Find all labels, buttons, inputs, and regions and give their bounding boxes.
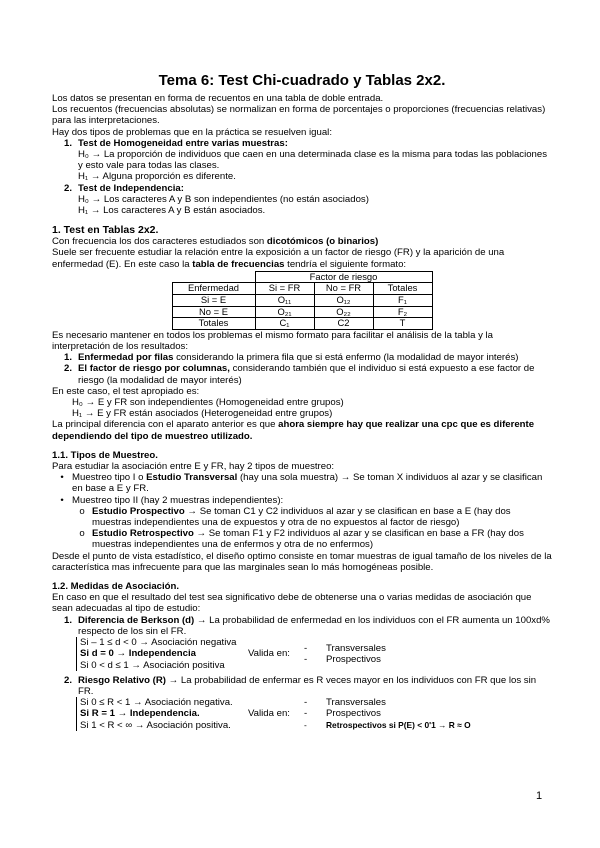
bullet-icon: • (60, 494, 64, 506)
paragraph: La principal diferencia con el aparato anterior es que ahora siempre hay que realizar una cpc que es diferente dependiendo del tipo de muestreo utilizado. (52, 419, 535, 442)
circle-bullet-icon: o (79, 505, 85, 517)
table-row: Si = E O₁₁ O₁₂ F₁ (172, 295, 432, 307)
paragraph: Para estudiar la asociación entre E y FR, hay 2 tipos de muestreo: (52, 461, 335, 473)
intro-line: Los recuentos (frecuencias absolutas) se normalizan en forma de porcentajes o proporciones (frecuencias relativas) para las interpretaciones. (52, 104, 546, 127)
problem-title: Test de Homogeneidad entre varias muestras: (78, 137, 288, 149)
measure-conditions: Si 0 ≤ R < 1 → Asociación negativa. Si R = 1 → Independencia. Si 1 < R < ∞ → Asociación positiva. Valida en: - Transversales - Prospectivos - Retrospectivos si P(E) < 0'1 → R ≈ O (76, 697, 552, 731)
frequency-table (172, 271, 433, 330)
list-item: o Estudio Prospectivo → Se toman C1 y C2 individuos al azar y se clasifican en base a E (hay dos muestras independientes una de expuestos y otra de no expuestos al factor de riesgo) (52, 506, 552, 528)
hypothesis-h0: H₀ → E y FR son independientes (Homogeneidad entre grupos) (72, 397, 344, 409)
paragraph: Con frecuencia los dos caracteres estudiados son dicotómicos (o binarios) (52, 236, 379, 248)
page-title: Tema 6: Test Chi-cuadrado y Tablas 2x2. (158, 72, 446, 89)
intro-line: Los datos se presentan en forma de recuentos en una tabla de doble entrada. (52, 93, 384, 104)
document-page (52, 72, 552, 731)
table-row: Totales C₁ C2 T (172, 318, 432, 330)
table-header-row: Enfermedad Si = FR No = FR Totales (172, 283, 432, 295)
paragraph: En este caso, el test apropiado es: (52, 385, 200, 397)
table-group-header: Factor de riesgo (255, 271, 432, 283)
list-item: • Muestreo tipo II (hay 2 muestras independientes): (52, 495, 552, 506)
hypothesis-h0: H₀ → La proporción de individuos que caen en una determinada clase es la misma para todas las poblaciones y esto vale para todas las clases. (78, 149, 548, 172)
hypothesis-h1: H₁ → Alguna proporción es diferente. (78, 171, 236, 183)
list-item: o Estudio Retrospectivo → Se toman F1 y F2 individuos al azar y se clasifican en base a FR (hay dos muestras independientes una de enfermos y otra de no enfermos) (52, 528, 552, 550)
problem-title: Test de Independencia: (78, 182, 184, 194)
measure-item: 2. Riesgo Relativo (R) → La probabilidad de enfermar es R veces mayor en los individuos con FR que los sin FR. (63, 674, 537, 697)
bullet-icon: • (60, 472, 64, 484)
problem-type: 1. Test de Homogeneidad entre varias muestras: H₀ → La proporción de individuos que caen en una determinada clase es la misma para todas las poblaciones y esto vale para todas las clases. H₁ → Alguna proporción es diferente. (52, 138, 552, 183)
measure-item: 1. Diferencia de Berkson (d) → La probabilidad de enfermedad en los individuos con el FR aumenta un 100xd% respecto de los sin el FR. (63, 614, 550, 637)
hypothesis-h0: H₀ → Los caracteres A y B son independientes (no están asociados) (78, 193, 369, 205)
page-number: 1 (536, 790, 543, 802)
paragraph: En caso en que el resultado del test sea significativo debe de obtenerse una o varias medidas de asociación que sean adecuadas al tipo de estudio: (52, 592, 532, 615)
circle-bullet-icon: o (79, 528, 85, 540)
table-row: No = E O₂₁ O₂₂ F₂ (172, 306, 432, 318)
format-rule: 2. El factor de riesgo por columnas, considerando también que el individuo si está expuesto a ese factor de riesgo (la modalidad de mayor interés) (63, 363, 535, 386)
hypothesis-h1: H₁ → Los caracteres A y B están asociados. (78, 205, 266, 217)
paragraph: Desde el punto de vista estadístico, el diseño optimo consiste en tomar muestras de igual tamaño de los niveles de la característica mas infrecuente para que las marginales sean lo más homogéneas posible. (52, 550, 552, 573)
section-heading: 1. Test en Tablas 2x2. (52, 224, 159, 237)
paragraph: Suele ser frecuente estudiar la relación entre la exposición a un factor de riesgo (FR) y la aparición de una enfermedad (E). En este caso la tabla de frecuencias tendría el siguiente formato: (52, 247, 505, 270)
paragraph: Es necesario mantener en todos los problemas el mismo formato para facilitar el análisis de la tabla y la interpretación de los resultados: (52, 329, 493, 353)
hypothesis-h1: H₁ → E y FR están asociados (Heterogeneidad entre grupos) (72, 408, 333, 420)
intro-line: Hay dos tipos de problemas que en la práctica se resuelven igual: (52, 126, 332, 138)
subsection-heading: 1.1. Tipos de Muestreo. (52, 449, 158, 461)
format-rule: 1. Enfermedad por filas considerando la primera fila que si está enfermo (la modalidad de mayor interés) (63, 352, 519, 364)
subsection-heading: 1.2. Medidas de Asociación. (52, 581, 180, 593)
measure-conditions: Si – 1 ≤ d < 0 → Asociación negativa Si d = 0 → Independencia Si 0 < d ≤ 1 → Asociación positiva Valida en: - Transversales - Prospectivos (76, 637, 552, 671)
problem-type: 2. Test de Independencia: H₀ → Los caracteres A y B son independientes (no están asociados) H₁ → Los caracteres A y B están asociados. (63, 182, 369, 217)
list-item: • Muestreo tipo I o Estudio Transversal (hay una sola muestra) → Se toman X individuos al azar y se clasifican en base a E y FR. (52, 472, 552, 494)
